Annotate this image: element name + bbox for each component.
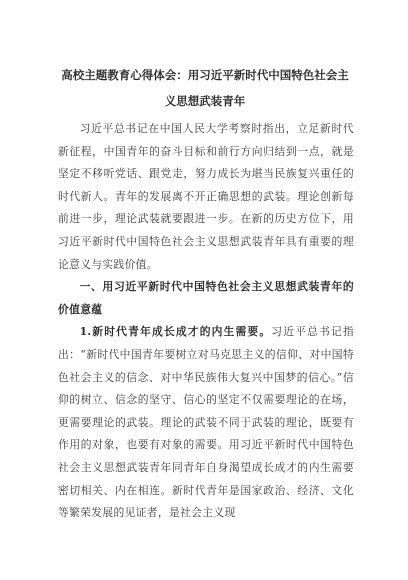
document-title: 高校主题教育心得体会：用习近平新时代中国特色社会主义思想武装青年 <box>61 68 349 108</box>
section-heading: 一、用习近平新时代中国特色社会主义思想武装青年的价值意蕴 <box>58 280 354 316</box>
intro-paragraph: 习近平总书记在中国人民大学考察时指出，立足新时代新征程，中国青年的奋斗目标和前行方向归结到一点，就是坚定不移听党话、跟党走，努力成长为堪当民族复兴重任的时代新人。青年的发展离不开正确思想的武装。理论创新每前进一步，理论武装就要跟进一步。在新的历史方位下，用习近平新时代中国特色社会主义思想武装青年具有重要的理论意义与实践价值。 <box>58 122 354 271</box>
document-body <box>58 118 354 525</box>
subsection-paragraph <box>58 321 354 524</box>
subsection-heading: 1.新时代青年成长成才的内生需要。 <box>79 325 272 339</box>
subsection-text: 习近平总书记指出：“新时代中国青年要树立对马克思主义的信仰、对中国特色社会主义的信念、对中华民族伟大复兴中国梦的信心。”信仰的树立、信念的坚守、信心的坚定不仅需要理论的在场，更需要理论的武装。理论的武装不同于武装的理论，既要有作用的对象，也要有对象的需要。用习近平新时代中国特色社会主义思想武装青年同青年自身渴望成长成才的内生需要密切相关、内在相连。新时代青年是国家政治、经济、文化等繁荣发展的见证者，是社会主义现 <box>58 325 354 520</box>
